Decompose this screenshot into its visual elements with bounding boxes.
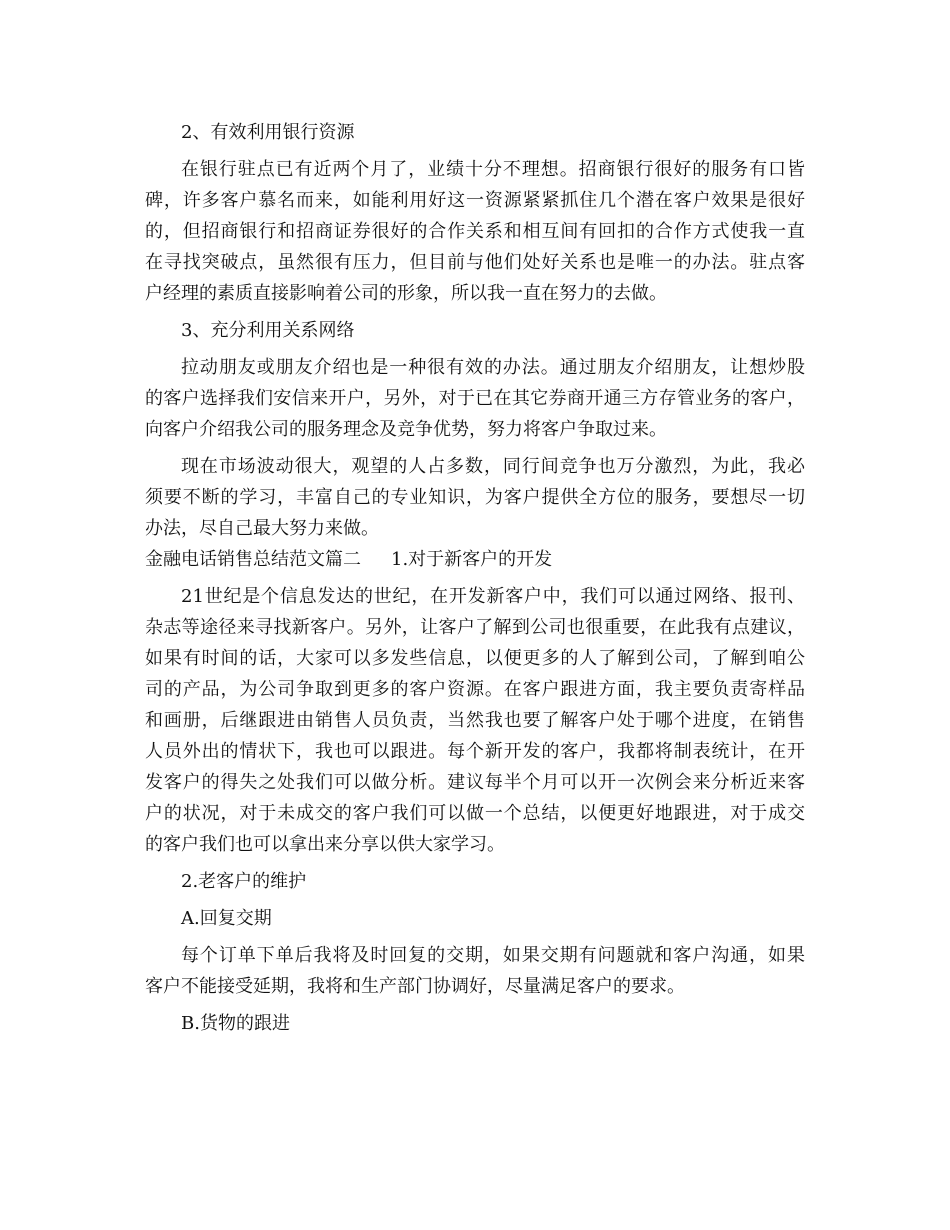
text-line: 人员外出的情状下，我也可以跟进。每个新开发的客户，我都将制表统计，在开 — [145, 741, 805, 762]
text-line: 司的产品，为公司争取到更多的客户资源。在客户跟进方面，我主要负责寄样品 — [145, 679, 805, 700]
subsection-heading: B.货物的跟进 — [181, 1013, 290, 1034]
paragraph — [145, 940, 805, 1002]
text-line: 发客户的得失之处我们可以做分析。建议每半个月可以开一次例会来分析近来客 — [145, 772, 805, 793]
section-heading: 1.对于新客户的开发 — [391, 549, 553, 570]
text-line: 现在市场波动很大，观望的人占多数，同行间竞争也万分激烈，为此，我必 — [181, 456, 805, 477]
text-line: 客户不能接受延期，我将和生产部门协调好，尽量满足客户的要求。 — [145, 976, 685, 997]
text-line: 每个订单下单后我将及时回复的交期，如果交期有问题就和客户沟通，如果 — [181, 945, 805, 966]
article-title-line — [145, 544, 805, 575]
text-line: 21世纪是个信息发达的世纪，在开发新客户中，我们可以通过网络、报刊、 — [181, 586, 805, 607]
section-heading: 2.老客户的维护 — [181, 871, 307, 892]
section-bank-resources — [145, 117, 805, 148]
section-heading: 2、有效利用银行资源 — [181, 122, 355, 143]
text-line: 碑，许多客户慕名而来，如能利用好这一资源紧紧抓住几个潜在客户效果是很好 — [145, 190, 805, 211]
text-line: 的客户选择我们安信来开户，另外，对于已在其它券商开通三方存管业务的客户， — [145, 388, 805, 409]
text-line: 如果有时间的话，大家可以多发些信息，以便更多的人了解到公司，了解到咱公 — [145, 648, 805, 669]
text-line: 在寻找突破点，虽然很有压力，但目前与他们处好关系也是唯一的办法。驻点客 — [145, 252, 805, 273]
text-line: 办法，尽自己最大努力来做。 — [145, 518, 379, 539]
text-line: 户的状况，对于未成交的客户我们可以做一个总结，以便更好地跟进，对于成交 — [145, 803, 805, 824]
text-line: 的，但招商银行和招商证券很好的合作关系和相互间有回扣的合作方式使我一直 — [145, 221, 805, 242]
section-relationship-network — [145, 315, 805, 346]
paragraph — [145, 154, 805, 309]
article-title: 金融电话销售总结范文篇二 — [145, 549, 361, 570]
paragraph — [145, 581, 805, 860]
subsection-heading: A.回复交期 — [181, 908, 272, 929]
subsection-delivery-reply — [145, 903, 805, 934]
paragraph — [145, 352, 805, 445]
paragraph — [145, 451, 805, 544]
document-page — [145, 117, 805, 1039]
section-old-customers — [145, 866, 805, 897]
text-line: 拉动朋友或朋友介绍也是一种很有效的办法。通过朋友介绍朋友，让想炒股 — [181, 357, 805, 378]
text-line: 户经理的素质直接影响着公司的形象，所以我一直在努力的去做。 — [145, 283, 667, 304]
section-heading: 3、充分利用关系网络 — [181, 320, 355, 341]
text-line: 须要不断的学习，丰富自己的专业知识，为客户提供全方位的服务，要想尽一切 — [145, 487, 805, 508]
subsection-goods-followup — [145, 1008, 805, 1039]
text-line: 在银行驻点已有近两个月了，业绩十分不理想。招商银行很好的服务有口皆 — [181, 159, 805, 180]
text-line: 和画册，后继跟进由销售人员负责，当然我也要了解客户处于哪个进度，在销售 — [145, 710, 805, 731]
text-line: 向客户介绍我公司的服务理念及竞争优势，努力将客户争取过来。 — [145, 419, 667, 440]
text-line: 的客户我们也可以拿出来分享以供大家学习。 — [145, 834, 505, 855]
text-line: 杂志等途径来寻找新客户。另外，让客户了解到公司也很重要，在此我有点建议， — [145, 617, 805, 638]
